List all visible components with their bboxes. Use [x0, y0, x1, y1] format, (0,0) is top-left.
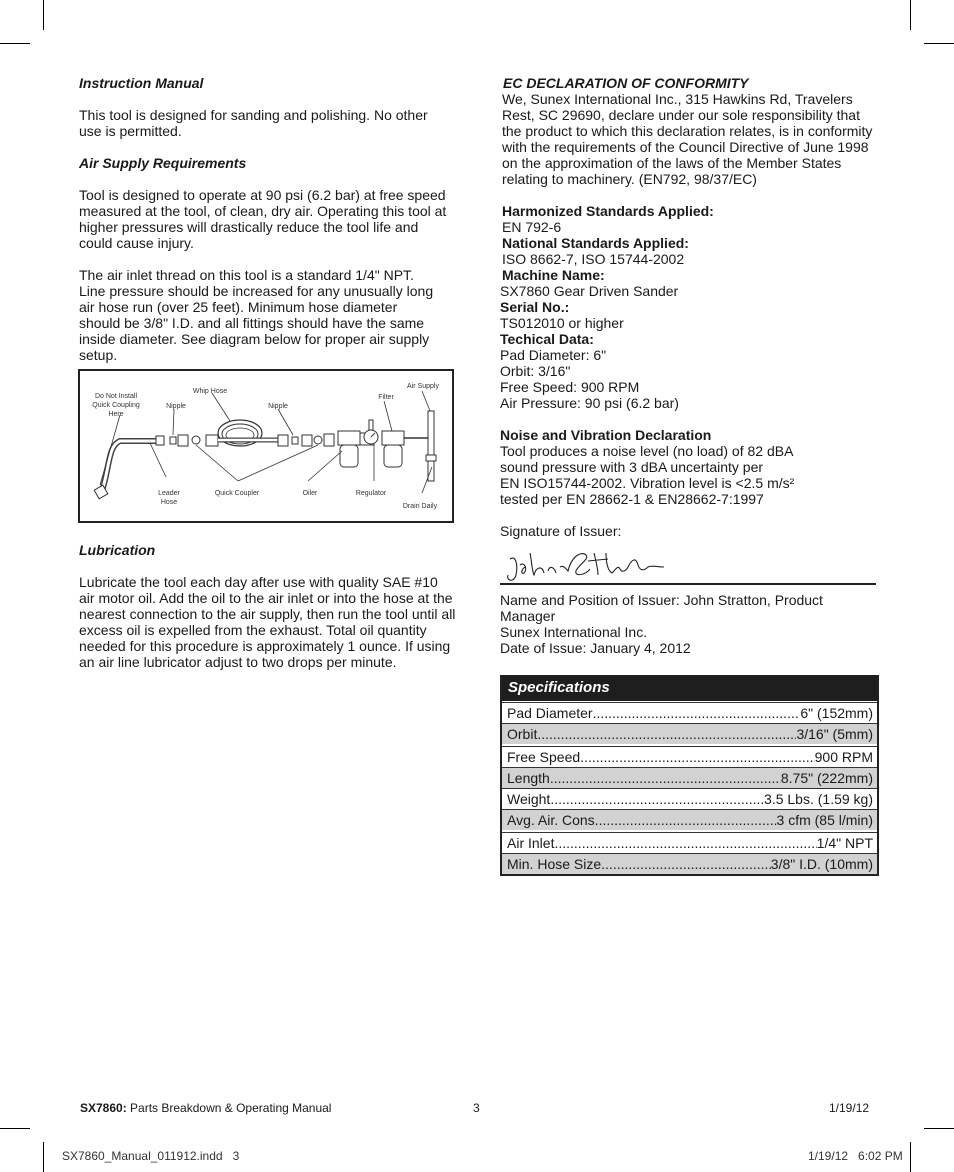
label-quick-coupler: Quick Coupler — [214, 490, 260, 497]
signature-label: Signature of Issuer: — [500, 523, 622, 539]
footer-page-number: 3 — [473, 1101, 480, 1115]
footer-manual-title: Parts Breakdown & Operating Manual — [126, 1101, 332, 1115]
spec-value: 8.75" (222mm) — [780, 770, 873, 786]
national-label: National Standards Applied: — [502, 235, 689, 251]
label-regulator: Regulator — [355, 490, 387, 497]
spec-leader-dots — [599, 810, 777, 830]
lubrication-heading: Lubrication — [79, 542, 156, 558]
spec-label: Air Inlet — [507, 835, 555, 851]
label-nipple-1: Nipple — [166, 403, 186, 410]
footer-title — [80, 1101, 331, 1115]
spec-label: Orbit — [507, 726, 538, 742]
spec-leader-dots — [550, 768, 781, 788]
signature-line — [500, 583, 876, 585]
label-filter: Filter — [378, 394, 394, 401]
specifications-heading: Specifications — [502, 675, 877, 701]
machine-value: SX7860 Gear Driven Sander — [500, 283, 679, 299]
spec-value: 3/16" (5mm) — [796, 726, 873, 742]
spec-leader-dots — [593, 703, 801, 723]
crop-mark — [910, 0, 911, 30]
ec-text: We, Sunex International Inc., 315 Hawkins Rd, Travelers Rest, SC 29690, declare under our sole responsibility that the product to which this declaration relates, is in conformity with the requirements of the Council Directive of June 1998 on the approximation of the laws of the Member States relating to machinery. (EN792, 98/37/EC) — [502, 91, 873, 187]
spec-row-weight — [502, 788, 877, 809]
label-do-not-install-2: Quick Coupling — [92, 402, 140, 409]
noise-line-3: EN ISO15744-2002. Vibration level is <2.5 m/s² — [500, 475, 795, 491]
noise-heading: Noise and Vibration Declaration — [500, 427, 712, 443]
issuer-name: Name and Position of Issuer: John Stratton, Product Manager — [500, 592, 823, 624]
spec-row-air-inlet — [502, 832, 877, 853]
air-supply-text-1: Tool is designed to operate at 90 psi (6.2 bar) at free speed measured at the tool, of clean, dry air. Operating this tool at higher pressures will drastically reduce the tool life and could cause injury. — [79, 187, 447, 251]
spec-value: 1/4" NPT — [816, 835, 873, 851]
spec-row-length — [502, 767, 877, 788]
spec-value: 900 RPM — [814, 749, 873, 765]
crop-mark — [910, 1142, 911, 1172]
air-supply-text-2: The air inlet thread on this tool is a standard 1/4" NPT. Line pressure should be increased for any unusually long air hose run (over 25 feet). Minimum hose diameter should be 3/8" I.D. and all fittings should have the same inside diameter. See diagram below for proper air supply setup. — [79, 267, 434, 363]
spec-label: Avg. Air. Cons. — [507, 812, 599, 828]
crop-mark — [43, 0, 44, 30]
spec-leader-dots — [537, 724, 796, 744]
spec-label: Weight — [507, 791, 551, 807]
spec-row-free-speed — [502, 746, 877, 767]
issuer-block — [500, 592, 880, 656]
crop-mark — [0, 43, 30, 44]
spec-row-hose-size — [502, 853, 877, 874]
spec-value: 3 cfm (85 l/min) — [776, 812, 873, 828]
national-value: ISO 8662-7, ISO 15744-2002 — [502, 251, 685, 267]
harmonized-value: EN 792-6 — [502, 219, 562, 235]
ec-heading: EC DECLARATION OF CONFORMITY — [503, 75, 749, 91]
label-oiler: Oiler — [302, 490, 318, 497]
noise-line-4: tested per EN 28662-1 & EN28662-7:1997 — [500, 491, 764, 507]
spec-value: 6" (152mm) — [800, 705, 873, 721]
label-do-not-install-3: Here — [108, 411, 124, 418]
tech-pad: Pad Diameter: 6" — [500, 347, 607, 363]
noise-line-2: sound pressure with 3 dBA uncertainty per — [500, 459, 764, 475]
tech-orbit: Orbit: 3/16" — [500, 363, 571, 379]
spec-label: Min. Hose Size — [507, 856, 602, 872]
spec-leader-dots — [601, 854, 771, 874]
label-whip-hose: Whip Hose — [192, 388, 228, 395]
label-leader-hose-2: Hose — [160, 499, 178, 506]
label-nipple-2: Nipple — [268, 403, 288, 410]
crop-mark — [924, 43, 954, 44]
lubrication-section — [79, 542, 459, 670]
tech-speed: Free Speed: 900 RPM — [500, 379, 640, 395]
noise-line-1: Tool produces a noise level (no load) of 82 dBA — [500, 443, 794, 459]
crop-mark — [43, 1142, 44, 1172]
spec-label: Pad Diameter — [507, 705, 593, 721]
machine-label: Machine Name: — [502, 267, 605, 283]
crop-mark — [0, 1128, 30, 1129]
crop-mark — [924, 1128, 954, 1129]
left-column — [79, 75, 459, 363]
air-supply-diagram — [78, 369, 454, 523]
spec-value: 3.5 Lbs. (1.59 kg) — [764, 791, 873, 807]
issue-date: Date of Issue: January 4, 2012 — [500, 640, 691, 656]
slug-timestamp: 1/19/12 6:02 PM — [808, 1149, 903, 1163]
spec-leader-dots — [554, 833, 816, 853]
spec-label: Free Speed — [507, 749, 581, 765]
right-column — [500, 75, 880, 539]
label-do-not-install-1: Do Not Install — [94, 393, 138, 400]
signature-image — [502, 545, 672, 585]
tech-pressure: Air Pressure: 90 psi (6.2 bar) — [500, 395, 679, 411]
serial-value: TS012010 or higher — [500, 315, 624, 331]
lubrication-text: Lubricate the tool each day after use with quality SAE #10 air motor oil. Add the oil to the air inlet or into the hose at the nearest connection to the air supply, then run the tool until all excess oil is expelled from the exhaust. Total oil quantity needed for this procedure is approximately 1 ounce. If using an air line lubricator adjust to two drops per minute. — [79, 574, 456, 670]
label-drain-daily: Drain Daily — [402, 503, 438, 510]
footer-model: SX7860: — [80, 1101, 127, 1115]
serial-label: Serial No.: — [500, 299, 570, 315]
spec-row-orbit — [502, 723, 877, 744]
spec-value: 3/8" I.D. (10mm) — [770, 856, 873, 872]
harmonized-label: Harmonized Standards Applied: — [502, 203, 714, 219]
instruction-text: This tool is designed for sanding and polishing. No other use is permitted. — [79, 107, 428, 139]
tech-label: Techical Data: — [500, 331, 594, 347]
spec-label: Length — [507, 770, 550, 786]
slug-filename: SX7860_Manual_011912.indd 3 — [62, 1149, 240, 1163]
air-supply-heading: Air Supply Requirements — [79, 155, 247, 171]
spec-leader-dots — [550, 789, 764, 809]
footer-date: 1/19/12 — [829, 1101, 870, 1115]
issuer-company: Sunex International Inc. — [500, 624, 648, 640]
specifications-table — [500, 675, 879, 876]
spec-leader-dots — [580, 747, 814, 767]
spec-row-pad-diameter — [502, 702, 877, 723]
label-air-supply: Air Supply — [407, 383, 439, 390]
spec-row-air-consumption — [502, 809, 877, 830]
instruction-heading: Instruction Manual — [79, 75, 204, 91]
label-leader-hose-1: Leader — [158, 490, 180, 497]
